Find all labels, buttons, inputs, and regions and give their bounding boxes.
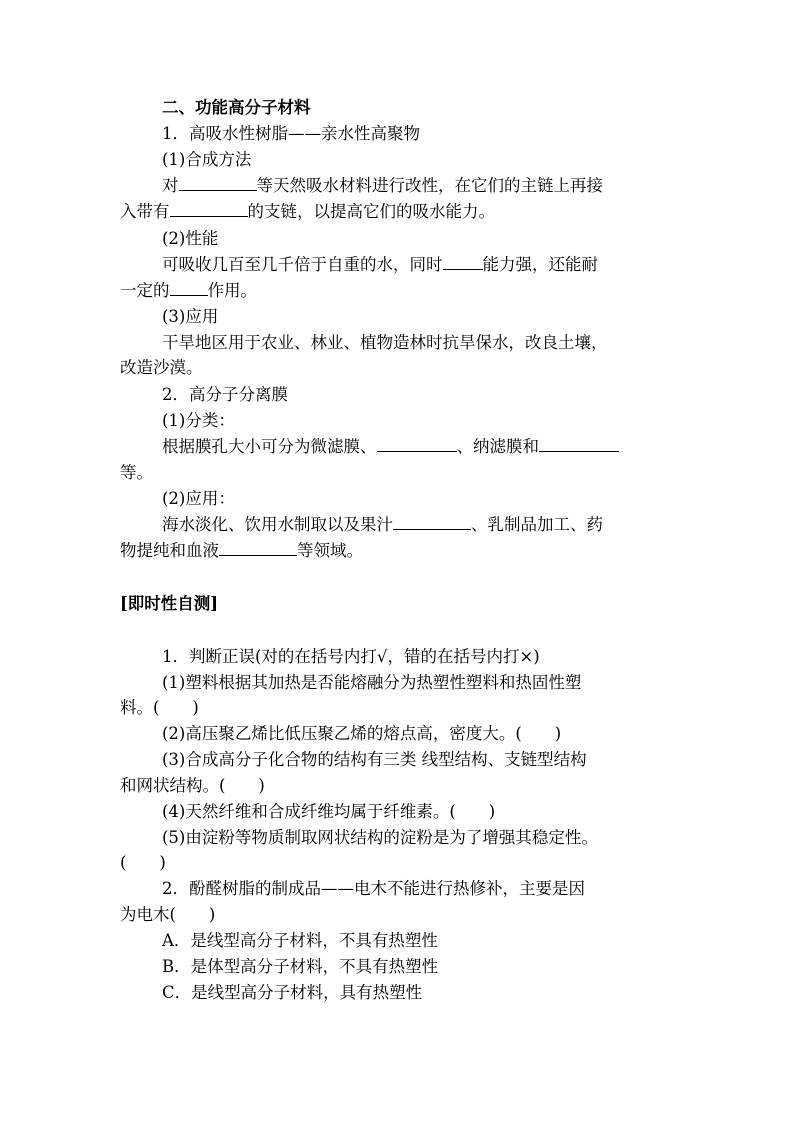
text-segment: 等领域。 xyxy=(297,541,363,560)
q1-statement-5-line2: ( ) xyxy=(120,853,166,872)
q2-option-a: A．是线型高分子材料，不具有热塑性 xyxy=(162,931,438,950)
item1-sub1-line2 xyxy=(120,201,495,223)
item2-sub1-line1 xyxy=(162,436,619,458)
item1-heading: 1．高吸水性树脂——亲水性高聚物 xyxy=(162,124,420,143)
q2-stem-line1: 2．酚醛树脂的制成品——电木不能进行热修补，主要是因 xyxy=(162,879,585,898)
q1-statement-1-line1: (1)塑料根据其加热是否能熔融分为热塑性塑料和热固性塑 xyxy=(162,673,582,692)
text-segment: 海水淡化、饮用水制取以及果汁 xyxy=(162,515,393,534)
fill-blank xyxy=(539,436,619,452)
fill-blank xyxy=(443,254,483,270)
self-test-title: [即时性自测] xyxy=(120,594,219,613)
text-segment: 一定的 xyxy=(120,281,170,300)
text-segment: 入带有 xyxy=(120,202,170,221)
item2-sub1-title: (1)分类： xyxy=(162,411,235,430)
item1-sub1-line1 xyxy=(162,175,603,197)
q1-statement-1-line2: 料。( ) xyxy=(120,698,199,717)
item2-sub2-line1 xyxy=(162,514,603,536)
item2-sub2-line2 xyxy=(120,540,363,562)
q1-statement-4: (4)天然纤维和合成纤维均属于纤维素。( ) xyxy=(162,802,496,821)
q2-option-b: B．是体型高分子材料，不具有热塑性 xyxy=(162,957,439,976)
text-segment: 物提纯和血液 xyxy=(120,541,219,560)
q1-statement-2: (2)高压聚乙烯比低压聚乙烯的熔点高，密度大。( ) xyxy=(162,724,562,743)
q2-option-c: C．是线型高分子材料，具有热塑性 xyxy=(162,983,423,1002)
item1-sub3-title: (3)应用 xyxy=(162,307,219,326)
text-segment: 作用。 xyxy=(207,281,257,300)
text-segment: 根据膜孔大小可分为微滤膜、 xyxy=(162,437,377,456)
fill-blank xyxy=(170,201,248,217)
fill-blank xyxy=(219,540,297,556)
text-segment: 、纳滤膜和 xyxy=(456,437,539,456)
item1-sub3-line2: 改造沙漠。 xyxy=(120,358,203,377)
item2-heading: 2．高分子分离膜 xyxy=(162,385,288,404)
q1-stem: 1．判断正误(对的在括号内打√，错的在括号内打×) xyxy=(162,647,540,666)
section-title: 二、功能高分子材料 xyxy=(162,98,311,117)
item1-sub2-title: (2)性能 xyxy=(162,229,219,248)
item2-sub1-line2: 等。 xyxy=(120,463,153,482)
text-segment: 、乳制品加工、药 xyxy=(471,515,603,534)
item2-sub2-title: (2)应用： xyxy=(162,489,235,508)
text-segment: 等天然吸水材料进行改性，在它们的主链上再接 xyxy=(256,176,603,195)
item1-sub2-line2 xyxy=(120,280,257,302)
q1-statement-3-line1: (3)合成高分子化合物的结构有三类 线型结构、支链型结构 xyxy=(162,750,587,769)
text-segment: 对 xyxy=(162,176,179,195)
fill-blank xyxy=(179,175,257,191)
fill-blank xyxy=(393,514,471,530)
item1-sub2-line1 xyxy=(162,254,598,276)
text-segment: 可吸收几百至几千倍于自重的水，同时 xyxy=(162,255,443,274)
q1-statement-3-line2: 和网状结构。( ) xyxy=(120,776,265,795)
item1-sub3-line1: 干旱地区用于农业、林业、植物造林时抗旱保水，改良土壤， xyxy=(162,333,608,352)
q2-stem-line2: 为电木( ) xyxy=(120,905,216,924)
q1-statement-5-line1: (5)由淀粉等物质制取网状结构的淀粉是为了增强其稳定性。 xyxy=(162,828,598,847)
fill-blank xyxy=(377,436,457,452)
text-segment: 的支链，以提高它们的吸水能力。 xyxy=(247,202,495,221)
text-segment: 能力强，还能耐 xyxy=(482,255,598,274)
item1-sub1-title: (1)合成方法 xyxy=(162,150,252,169)
fill-blank xyxy=(170,280,208,296)
